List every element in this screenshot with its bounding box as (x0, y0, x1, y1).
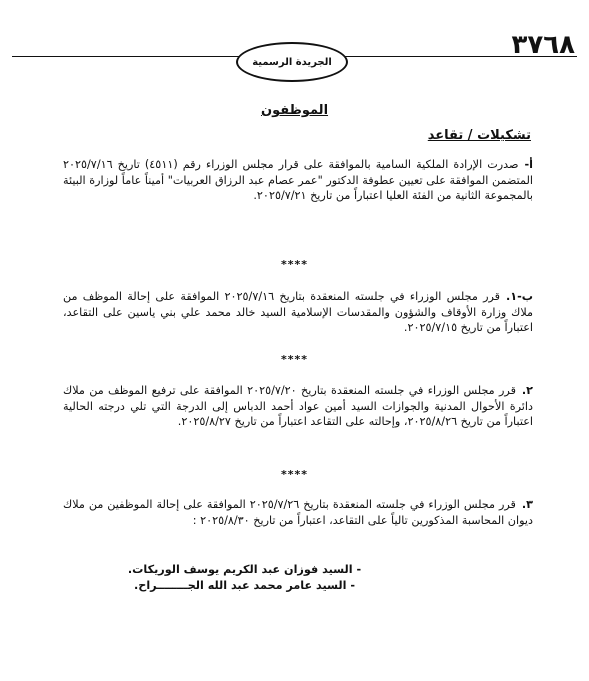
paragraph-marker: أ- (524, 158, 533, 171)
page-number: ٣٧٦٨ (511, 30, 575, 60)
paragraph-marker: ٢. (521, 384, 534, 397)
separator-stars: **** (280, 353, 308, 366)
retiree-names-list (0, 562, 589, 594)
paragraph-marker: ب-١. (506, 290, 533, 303)
paragraph-text: قرر مجلس الوزراء في جلسته المنعقدة بتاريخ ٢٠٢٥/٧/١٦ الموافقة على إحالة الموظف من ملاك وزارة الأوقاف والشؤون والمقدسات الإسلامية السيد خالد محمد علي بني ياسين على التقاعد، اعتباراً من تاريخ ٢٠٢٥/٧/١٥. (63, 290, 533, 334)
separator-stars: **** (280, 468, 308, 481)
section-title: الموظفون (260, 103, 329, 118)
paragraph-b2 (63, 383, 533, 430)
paragraph-a (63, 157, 533, 204)
paragraph-text: قرر مجلس الوزراء في جلسته المنعقدة بتاريخ ٢٠٢٥/٧/٢٠ الموافقة على ترفيع الموظف من ملاك دائرة الأحوال المدنية والجوازات السيد أمين عواد أحمد الدباس إلى الدرجة التي تلي درجته الحالية اعتباراً من تاريخ ٢٠٢٥/٨/٢٦، وإحالته على التقاعد اعتباراً من تاريخ ٢٠٢٥/٨/٢٧. (63, 384, 533, 428)
paragraph-b1 (63, 289, 533, 336)
paragraph-b3 (63, 497, 533, 528)
subsection-title: تشكيلات / تقاعد (427, 128, 531, 143)
gazette-name: الجريدة الرسمية (252, 56, 332, 68)
separator-stars: **** (280, 258, 308, 271)
paragraph-text: صدرت الإرادة الملكية السامية بالموافقة على قرار مجلس الوزراء رقم (٤٥١١) تاريخ ٢٠٢٥/٧/١٦ المتضمن الموافقة على تعيين عطوفة الدكتور "عمر عصام عبد الرزاق العربيات" أميناً عاماً لوزارة البيئة بالمجموعة الثانية من الفئة العليا اعتباراً من تاريخ ٢٠٢٥/٧/٢١. (63, 158, 533, 202)
paragraph-text: قرر مجلس الوزراء في جلسته المنعقدة بتاريخ ٢٠٢٥/٧/٢٦ الموافقة على إحالة الموظفين من ملاك ديوان المحاسبة المذكورين تالياً على التقاعد، اعتباراً من تاريخ ٢٠٢٥/٨/٣٠ : (63, 498, 533, 527)
list-item: - السيد عامر محمد عبد الله الجــــــــراح. (134, 579, 355, 592)
list-item: - السيد فوزان عبد الكريم يوسف الوريكات. (127, 563, 362, 576)
gazette-name-ellipse (236, 42, 348, 82)
paragraph-marker: ٣. (521, 498, 533, 511)
